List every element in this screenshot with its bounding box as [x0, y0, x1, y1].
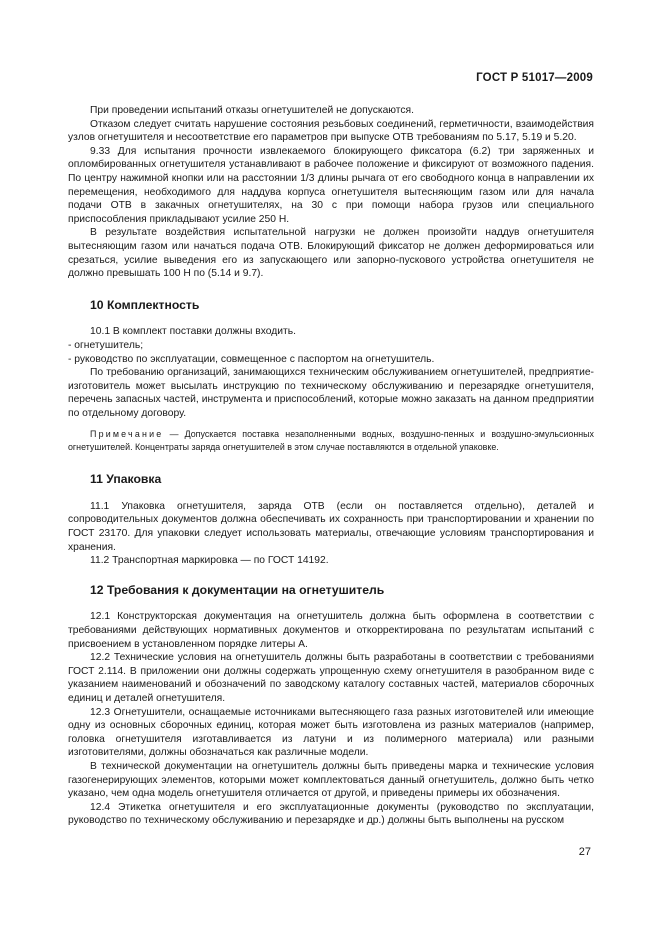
paragraph-test-load-result: В результате воздействия испытательной нагрузки не должен произойти наддув огнетушителя вытесняющим газом или начаться подача ОТВ. Блокирующий фиксатор не должен деформироваться или срезаться, усилие выведения его из запускающего или запорно-пускового устройства огнетушителя не должно превышать 100 Н по (5.14 и 9.7).	[68, 227, 594, 280]
paragraph-11-2: 11.2 Транспортная маркировка — по ГОСТ 14192.	[90, 555, 329, 567]
section-11-heading: 11 Упаковка	[90, 472, 162, 487]
paragraph-10-1: 10.1 В комплект поставки должны входить.	[90, 326, 296, 338]
note-text: — Допускается поставка незаполненными водных, воздушно-пенных и воздушно-эмульсионных огнетушителей. Концентраты заряда огнетушителей в этом случае поставляются в отдельной упаковке.	[68, 429, 594, 452]
paragraph-failure-definition: Отказом следует считать нарушение состояния резьбовых соединений, герметичности, взаимодействия узлов огнетушителя и несоответствие его параметров при выпуске ОТВ требованиям по 5.17, 5.19 и 5.20.	[68, 118, 594, 144]
note-label: Примечание	[90, 429, 164, 440]
paragraph-9-33: 9.33 Для испытания прочности извлекаемого блокирующего фиксатора (6.2) три заряженных и опломбированных огнетушителя устанавливают в рабочее положение и фиксируют от возможного падения. По центру нажимной кнопки или на расстоянии 1/3 длины рычага от его свободного конца в направлении их перемещения, необходимого для наддува корпуса огнетушителя вытесняющим газом или для начала подачи ОТВ в закачных огнетушителях, на 30 с при помощи набора грузов или специального приспособления прикладывают усилие 250 Н.	[68, 145, 594, 225]
page-content	[68, 104, 594, 828]
note-block	[68, 428, 594, 453]
paragraph-12-1: 12.1 Конструкторская документация на огнетушитель должна быть оформлена в соответствии с требованиями действующих нормативных документов и откорректирована по результатам испытаний с присвоением в установленном порядке литеры А.	[68, 611, 594, 650]
paragraph-service-instructions: По требованию организаций, занимающихся техническим обслуживанием огнетушителей, предприятие-изготовитель может высылать инструкцию по техническому обслуживанию и перезарядке огнетушителя, перечень запасных частей, инструмента и приспособлений, которые можно заказать на данном предприятии по отдельному договору.	[68, 367, 594, 419]
paragraph-technical-docs: В технической документации на огнетушитель должны быть приведены марка и технические условия газогенерирующих элементов, которыми может комплектоваться данный огнетушитель, должно быть четко указано, чем одна модель огнетушителя отличается от другой, и приведены примеры их обозначения.	[68, 760, 594, 800]
paragraph-12-3: 12.3 Огнетушители, оснащаемые источниками вытесняющего газа разных изготовителей или имеющие одну из основных сборочных единиц, которая может быть изготовлена из разных материалов (например, головка огнетушителя изготавливается из латуни и из полимерного материала) или разными изготовителями, должны обозначаться как различные модели.	[68, 706, 594, 759]
section-12-heading: 12 Требования к документации на огнетушитель	[90, 582, 385, 597]
paragraph-11-1: 11.1 Упаковка огнетушителя, заряда ОТВ (если он поставляется отдельно), деталей и сопроводительных документов должна обеспечивать их сохранность при транспортировании и хранении по ГОСТ 23170. Для упаковки следует использовать материалы, отвечающие условиям транспортирования и хранения.	[68, 500, 594, 553]
list-item-manual: - руководство по эксплуатации, совмещенное с паспортом на огнетушитель.	[68, 353, 435, 365]
paragraph-12-2: 12.2 Технические условия на огнетушитель должны быть разработаны в соответствии с требованиями ГОСТ 2.114. В приложении они должны содержать упрощенную схему огнетушителя в разобранном виде с указанием наименований и обозначений по заводскому каталогу составных частей, материалов сборочных единиц и деталей огнетушителя.	[68, 652, 594, 704]
list-item-extinguisher: - огнетушитель;	[68, 339, 144, 351]
page-number: 27	[578, 846, 591, 858]
document-code-header: ГОСТ Р 51017—2009	[476, 72, 593, 84]
section-10-heading: 10 Комплектность	[90, 297, 200, 312]
paragraph-12-4: 12.4 Этикетка огнетушителя и его эксплуатационные документы (руководство по эксплуатации, руководство по техническому обслуживанию и перезарядке и др.) должны быть выполнены на русском	[68, 801, 594, 827]
paragraph-no-failures: При проведении испытаний отказы огнетушителей не допускаются.	[90, 105, 414, 116]
